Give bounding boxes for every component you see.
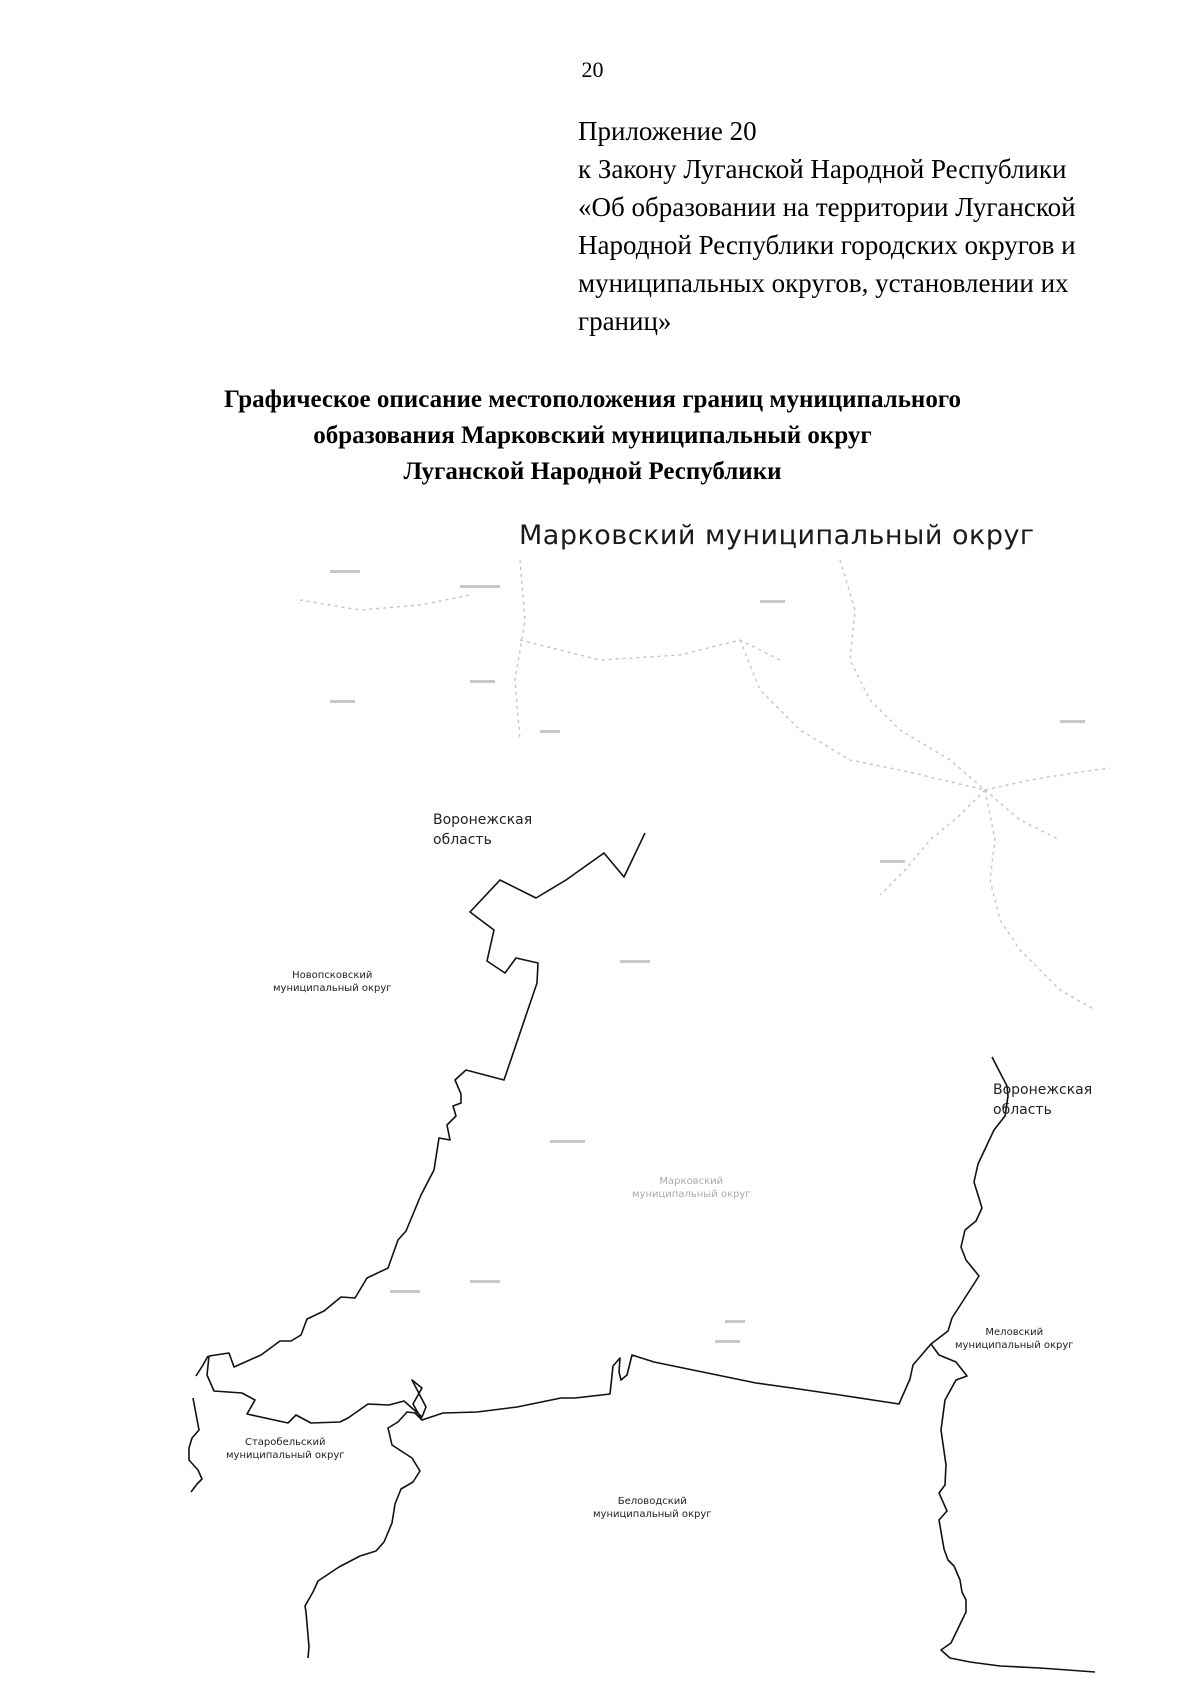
- appendix-line: Приложение 20: [578, 116, 757, 146]
- region-label-line: область: [993, 1102, 1052, 1118]
- background-features: [300, 560, 1110, 1010]
- settlement-mark: [540, 730, 560, 733]
- district-label-starobelsky: [226, 1436, 345, 1462]
- settlement-mark: [760, 600, 785, 603]
- district-label-line: муниципальный округ: [226, 1450, 345, 1461]
- appendix-line: «Об образовании на территории Луганской: [578, 192, 1076, 222]
- district-label-line: Беловодский: [617, 1496, 687, 1507]
- settlement-mark: [460, 585, 500, 588]
- background-road: [520, 640, 780, 660]
- background-road: [740, 640, 985, 790]
- background-road: [985, 790, 1060, 840]
- settlement-mark: [470, 680, 495, 683]
- settlement-mark: [880, 860, 905, 863]
- settlement-mark: [725, 1320, 745, 1323]
- background-road: [840, 560, 985, 790]
- settlement-mark: [390, 1290, 420, 1293]
- region-label-voronezh-north: [433, 810, 532, 850]
- district-label-line: Марковский: [659, 1176, 724, 1187]
- background-road: [880, 790, 985, 895]
- settlement-mark: [715, 1340, 740, 1343]
- region-label-line: Воронежская: [993, 1082, 1093, 1098]
- settlement-marks: [330, 570, 1085, 1343]
- district-label-line: Новопсковский: [292, 970, 373, 981]
- region-label-line: Воронежская: [433, 812, 533, 828]
- district-label-melovsky: [955, 1326, 1074, 1352]
- appendix-line: Народной Республики городских округов и: [578, 230, 1076, 260]
- district-label-line: муниципальный округ: [632, 1189, 751, 1200]
- settlement-mark: [470, 1280, 500, 1283]
- background-road: [985, 790, 1095, 1010]
- map-title: Марковский муниципальный округ: [519, 520, 1035, 551]
- starobelsky-boundary: [189, 1398, 202, 1492]
- region-label-line: область: [433, 832, 492, 848]
- title-line: Луганской Народной Республики: [403, 458, 782, 485]
- settlement-mark: [620, 960, 650, 963]
- settlement-mark: [330, 700, 355, 703]
- district-label-belovodsky: [593, 1495, 712, 1521]
- starobelsky-boundary: [196, 1356, 208, 1376]
- district-label-line: Старобельский: [245, 1437, 326, 1448]
- title-line: образования Марковский муниципальный округ: [313, 422, 872, 449]
- background-road: [515, 560, 525, 740]
- background-road: [985, 768, 1110, 790]
- settlement-mark: [550, 1140, 585, 1143]
- appendix-line: границ»: [578, 306, 672, 336]
- background-road: [300, 595, 470, 610]
- district-boundaries: [189, 833, 1095, 1672]
- district-label-line: муниципальный округ: [955, 1340, 1074, 1351]
- settlement-mark: [1060, 720, 1085, 723]
- district-label-line: Меловский: [985, 1327, 1044, 1338]
- settlement-mark: [330, 570, 360, 573]
- district-label-line: муниципальный округ: [593, 1509, 712, 1520]
- appendix-line: муниципальных округов, установлении их: [578, 268, 1069, 298]
- melovsky-boundary: [931, 1344, 1095, 1672]
- appendix-line: к Закону Луганской Народной Республики: [578, 154, 1067, 184]
- title-line: Графическое описание местоположения границ муниципального: [223, 386, 962, 413]
- markovsky-boundary: [207, 833, 1008, 1423]
- district-label-line: муниципальный округ: [273, 983, 392, 994]
- page-number: 20: [581, 57, 604, 82]
- district-label-novopskovsky: [273, 969, 392, 995]
- region-label-voronezh-east: [993, 1080, 1092, 1120]
- district-label-markovsky-center: [632, 1175, 751, 1201]
